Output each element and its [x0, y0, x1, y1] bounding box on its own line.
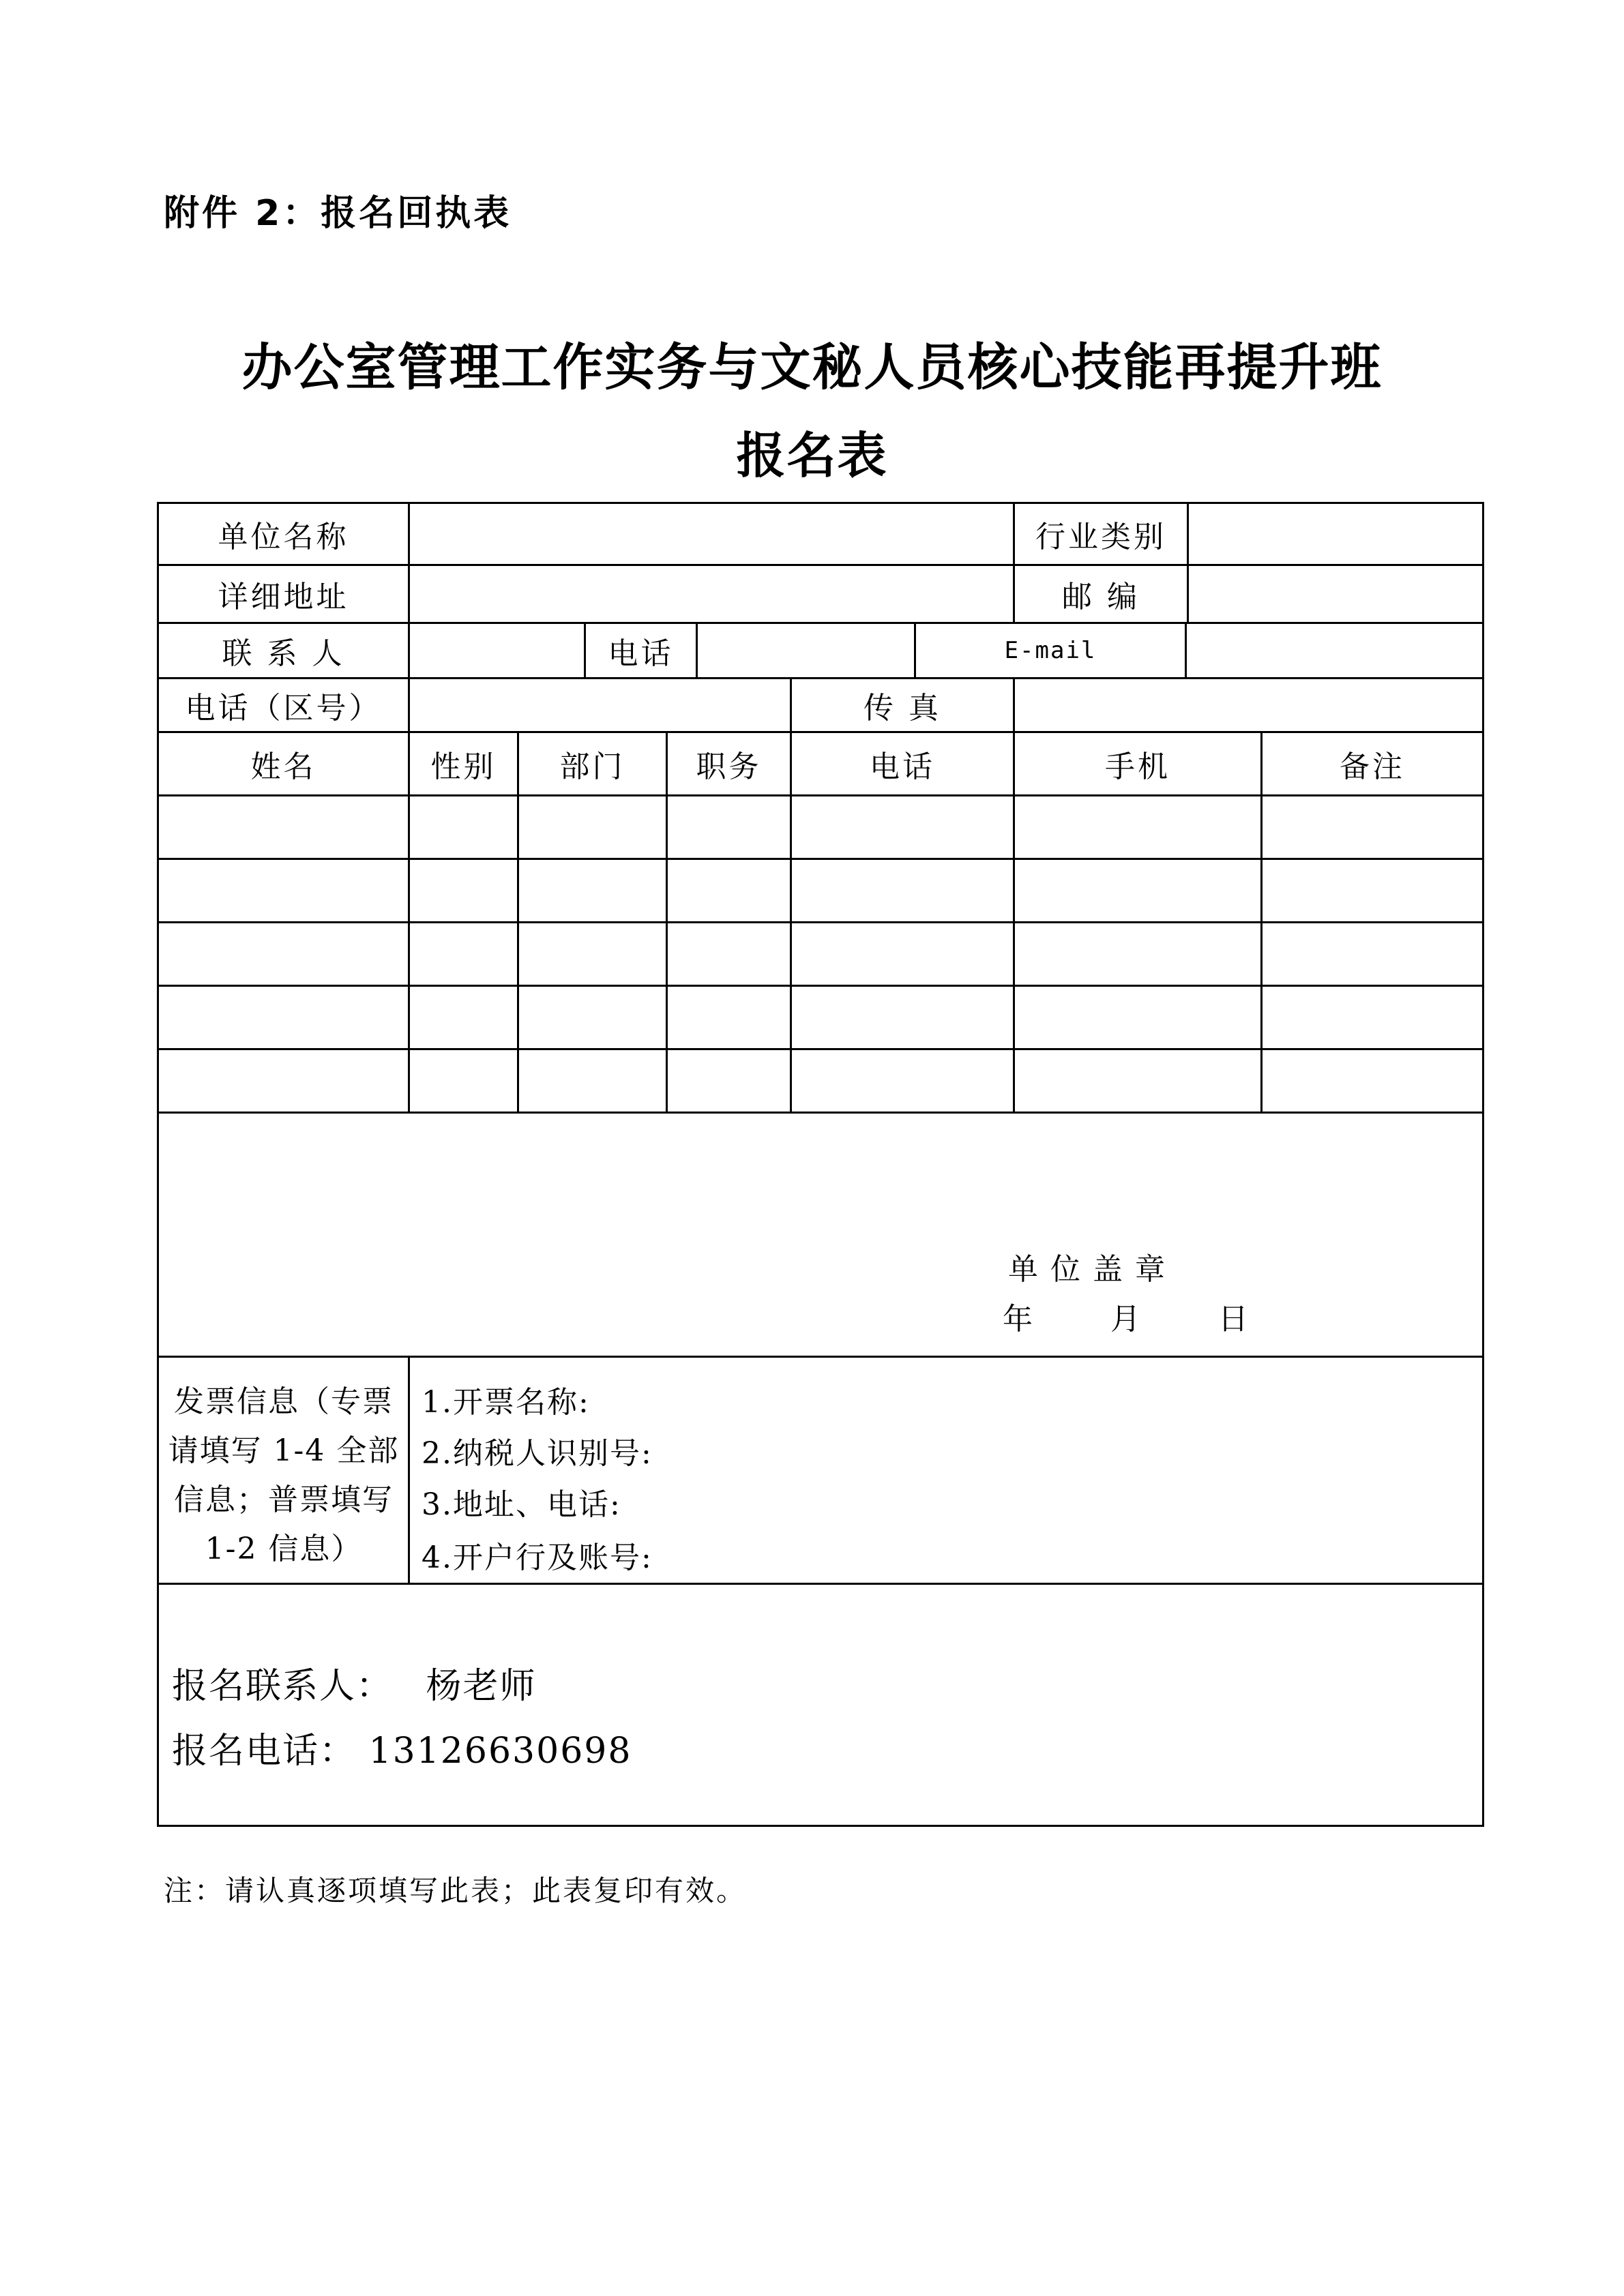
industry-field[interactable]	[1189, 504, 1482, 564]
column-header-gender: 性别	[430, 749, 497, 784]
postcode-label: 邮 编	[1062, 580, 1140, 614]
invoice-line-title: 1.开票名称:	[422, 1385, 590, 1420]
footer-note: 注：请认真逐项填写此表；此表复印有效。	[164, 1874, 748, 1907]
column-header-phone: 电话	[870, 749, 935, 784]
contact-person-name: 杨老师	[426, 1666, 537, 1707]
invoice-line-bank: 4.开户行及账号:	[422, 1540, 653, 1575]
area-phone-field[interactable]	[410, 679, 790, 731]
industry-label: 行业类别	[1035, 520, 1166, 554]
column-header-remarks: 备注	[1340, 749, 1405, 784]
postcode-field[interactable]	[1189, 566, 1482, 622]
area-phone-label: 电话（区号）	[185, 691, 382, 726]
contact-person-label: 联 系 人	[222, 636, 345, 671]
table-row[interactable]	[159, 923, 1482, 985]
registration-phone-label: 报名电话：	[172, 1731, 357, 1772]
fax-label: 传 真	[863, 691, 941, 726]
fax-field[interactable]	[1015, 679, 1482, 731]
unit-name-label: 单位名称	[218, 520, 349, 554]
registration-phone	[172, 1722, 632, 1773]
address-label: 详细地址	[218, 580, 349, 614]
form-subtitle: 报名表	[736, 427, 888, 484]
column-header-name: 姓名	[250, 749, 316, 784]
attachment-label: 附件 2：报名回执表	[164, 193, 512, 234]
contact-phone-field[interactable]	[698, 624, 914, 677]
date-label: 年 月 日	[1003, 1302, 1260, 1337]
address-field[interactable]	[410, 566, 1013, 622]
form-title: 办公室管理工作实务与文秘人员核心技能再提升班	[241, 338, 1383, 397]
table-row[interactable]	[159, 1050, 1482, 1112]
column-header-department: 部门	[559, 749, 625, 784]
table-row[interactable]	[159, 796, 1482, 858]
email-field[interactable]	[1187, 624, 1482, 677]
contact-person-label-text: 报名联系人：	[172, 1666, 394, 1707]
column-header-mobile: 手机	[1105, 749, 1170, 784]
email-label: E-mail	[1004, 637, 1097, 664]
seal-label: 单位盖章	[1008, 1252, 1177, 1287]
contact-person-field[interactable]	[410, 624, 584, 677]
registration-phone-number: 13126630698	[368, 1731, 632, 1772]
table-row[interactable]	[159, 987, 1482, 1048]
unit-name-field[interactable]	[410, 504, 1013, 564]
column-header-position: 职务	[696, 749, 762, 784]
invoice-line-address: 3.地址、电话:	[422, 1487, 621, 1522]
registration-contact	[172, 1657, 537, 1708]
contact-phone-label: 电话	[608, 636, 674, 671]
table-row[interactable]	[159, 860, 1482, 921]
invoice-line-taxid: 2.纳税人识别号:	[422, 1436, 653, 1471]
invoice-info-label: 发票信息（专票请填写 1-4 全部信息；普票填写 1-2 信息）	[168, 1384, 400, 1566]
